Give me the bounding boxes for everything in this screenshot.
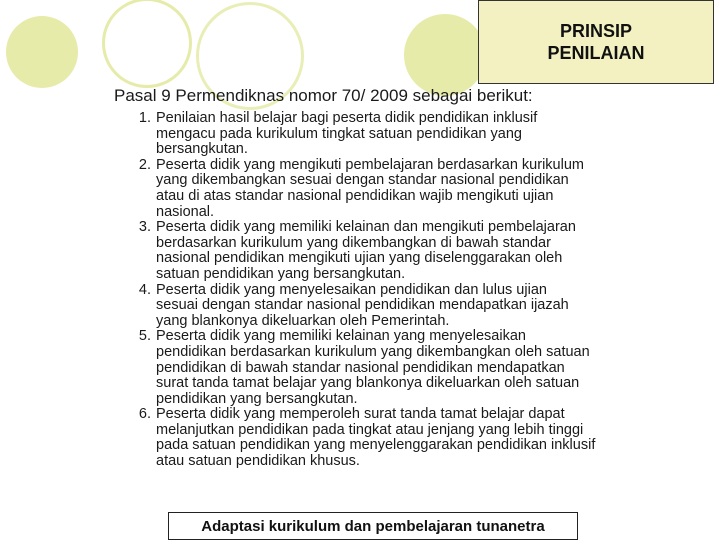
numbered-list: [118, 111, 678, 470]
decorative-circle-filled-right: [404, 14, 486, 96]
list-item: [118, 220, 678, 282]
list-item-text: [156, 111, 678, 158]
list-item-text: [156, 283, 678, 330]
list-item-text: [156, 329, 678, 407]
list-item-number: 4.: [138, 281, 151, 298]
list-item: [118, 283, 678, 330]
list-item-line: Peserta didik yang menyelesaikan pendidikan dan lulus ujian: [156, 281, 547, 298]
list-item-line: pendidikan berdasarkan kurikulum yang dikembangkan oleh satuan: [156, 343, 590, 360]
list-item: [118, 158, 678, 220]
list-item-line: pendidikan di bawah standar nasional pendidikan mendapatkan: [156, 359, 565, 376]
list-item-line: surat tanda tamat belajar yang blankonya dikeluarkan oleh satuan: [156, 375, 580, 392]
footer-caption: Adaptasi kurikulum dan pembelajaran tunanetra: [201, 517, 545, 535]
list-item: [118, 329, 678, 407]
list-item-line: bersangkutan.: [156, 141, 248, 158]
list-item-line: berdasarkan kurikulum yang dikembangkan di bawah standar: [156, 234, 551, 251]
list-item-line: Penilaian hasil belajar bagi peserta didik pendidikan inklusif: [156, 110, 538, 126]
list-item-number: 6.: [138, 406, 151, 423]
list-item-line: mengacu pada kurikulum tingkat satuan pendidikan yang: [156, 125, 522, 142]
list-item: [118, 407, 678, 469]
title-line-1: PRINSIP: [559, 21, 633, 41]
title-box: [478, 0, 714, 84]
list-item-line: pada satuan pendidikan yang menyelenggarakan pendidikan inklusif: [156, 437, 596, 454]
list-item-number: 2.: [138, 156, 151, 173]
list-item-text: [156, 407, 678, 469]
list-item-text: [156, 220, 678, 282]
list-item-line: Peserta didik yang memiliki kelainan dan mengikuti pembelajaran: [156, 219, 576, 236]
list-item-line: satuan pendidikan yang bersangkutan.: [156, 265, 406, 282]
list-item-line: atau satuan pendidikan khusus.: [156, 453, 360, 470]
decorative-circle-filled: [6, 16, 78, 88]
list-item-line: yang dikembangkan sesuai dengan standar nasional pendidikan: [156, 172, 569, 189]
title-line-2: PENILAIAN: [547, 43, 645, 63]
list-item-line: sesuai dengan standar nasional pendidikan mendapatkan ijazah: [156, 297, 569, 314]
list-item-number: 1.: [138, 110, 151, 126]
list-item-line: Peserta didik yang mengikuti pembelajaran berdasarkan kurikulum: [156, 156, 584, 173]
list-item-line: Peserta didik yang memiliki kelainan yang menyelesaikan: [156, 328, 526, 345]
list-item-text: [156, 158, 678, 220]
footer-caption-box: [168, 512, 578, 540]
list-item-line: pendidikan yang bersangkutan.: [156, 390, 358, 407]
intro-text: Pasal 9 Permendiknas nomor 70/ 2009 sebagai berikut:: [114, 86, 533, 105]
decorative-circle-outline: [102, 0, 192, 88]
list-item: [118, 111, 678, 158]
list-item-number: 5.: [138, 328, 151, 345]
list-item-line: nasional.: [156, 203, 215, 220]
list-item-line: nasional pendidikan mengikuti ujian yang diselenggarakan oleh: [156, 250, 563, 267]
list-item-line: yang blankonya dikeluarkan oleh Pemerintah.: [156, 312, 450, 329]
list-item-number: 3.: [138, 219, 151, 236]
list-item-line: melanjutkan pendidikan pada tingkat atau jenjang yang lebih tinggi: [156, 421, 584, 438]
list-item-line: Peserta didik yang memperoleh surat tanda tamat belajar dapat: [156, 406, 565, 423]
list-item-line: atau di atas standar nasional pendidikan wajib mengikuti ujian: [156, 187, 554, 204]
